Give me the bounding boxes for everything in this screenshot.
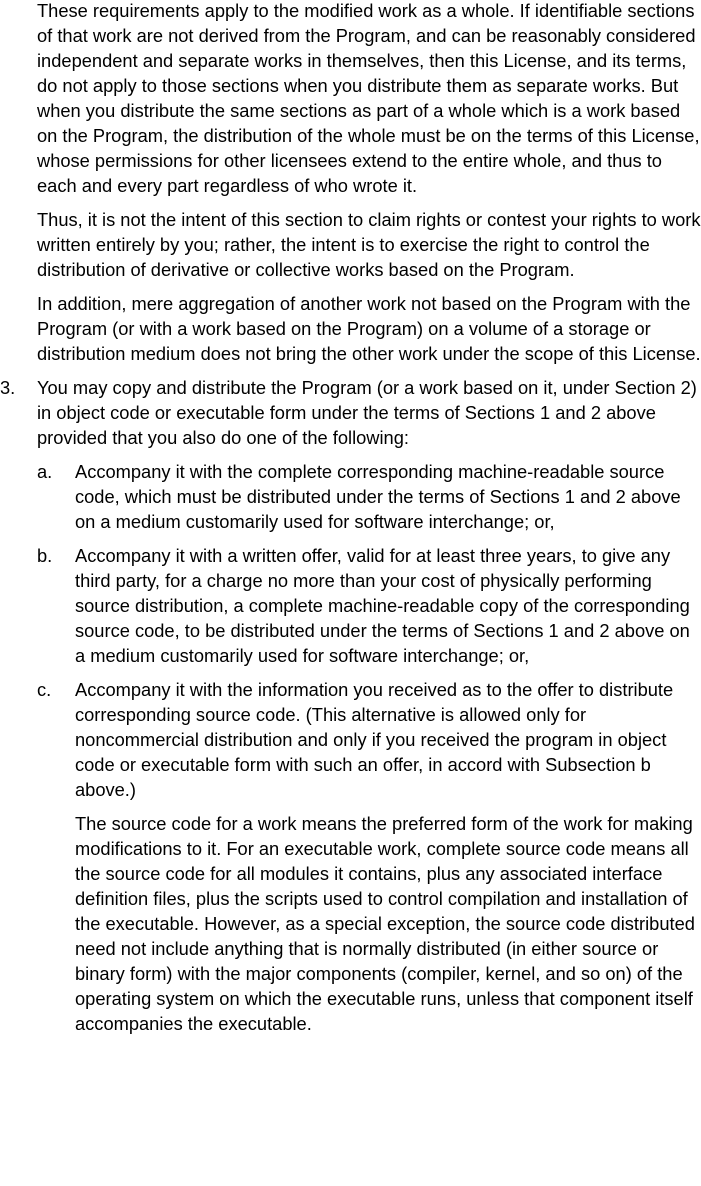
section-3-text: You may copy and distribute the Program (or a work based on it, under Section 2) in object code or executable form under the terms of Sections 1 and 2 above provided that you also do one of the following: <box>37 377 697 448</box>
paragraph-aggregation: In addition, mere aggregation of another work not based on the Program with the Program (or with a work based on the Program) on a volume of a storage or distribution medium does not bring the other work under the scope of this License. <box>37 293 701 364</box>
list-marker: a. <box>37 461 53 482</box>
paragraph-intent: Thus, it is not the intent of this section to claim rights or contest your rights to work written entirely by you; rather, the intent is to exercise the right to control the distribution of derivative or collective works based on the Program. <box>37 209 701 280</box>
list-marker: b. <box>37 545 53 566</box>
list-item-text: Accompany it with a written offer, valid for at least three years, to give any third party, for a charge no more than your cost of physically performing source distribution, a complete machine-readable copy of the corresponding source code, to be distributed under the terms of Sections 1 and 2 above on a medium customarily used for software interchange; or, <box>75 545 690 666</box>
paragraph-source-code-definition: The source code for a work means the preferred form of the work for making modifications to it. For an executable work, complete source code means all the source code for all modules it contains, plus any associated interface definition files, plus the scripts used to control compilation and installation of the executable. However, as a special exception, the source code distributed need not include anything that is normally distributed (in either source or binary form) with the major components (compiler, kernel, and so on) of the operating system on which the executable runs, unless that component itself accompanies the executable. <box>75 813 695 1034</box>
list-item-text: Accompany it with the complete corresponding machine-readable source code, which must be distributed under the terms of Sections 1 and 2 above on a medium customarily used for software interchange; or, <box>75 461 681 532</box>
list-marker: c. <box>37 679 52 700</box>
list-item-text: Accompany it with the information you received as to the offer to distribute corresponding source code. (This alternative is allowed only for noncommercial distribution and only if you received the program in object code or executable form with such an offer, in accord with Subsection b above.) <box>75 679 674 800</box>
list-item-c <box>37 677 701 802</box>
section-3 <box>0 375 701 450</box>
section-number: 3. <box>0 377 16 398</box>
list-item-a <box>37 459 701 534</box>
list-item-b <box>37 543 701 668</box>
paragraph-modified-work: These requirements apply to the modified work as a whole. If identifiable sections of that work are not derived from the Program, and can be reasonably considered independent and separate works in themselves, then this License, and its terms, do not apply to those sections when you distribute them as separate works. But when you distribute the same sections as part of a whole which is a work based on the Program, the distribution of the whole must be on the terms of this License, whose permissions for other licensees extend to the entire whole, and thus to each and every part regardless of who wrote it. <box>37 0 700 196</box>
